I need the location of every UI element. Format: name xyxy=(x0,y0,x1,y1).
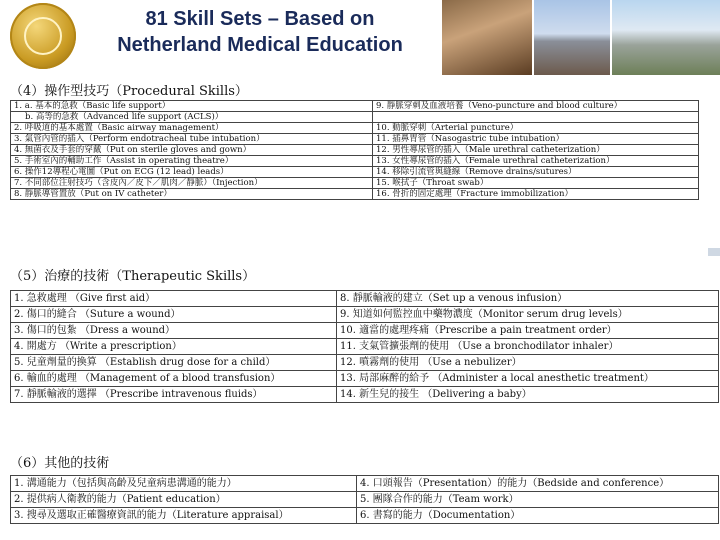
skill-cell-right: 4. 口頭報告（Presentation）的能力（Bedside and conference） xyxy=(357,476,719,492)
section-6-heading: （6）其他的技術 xyxy=(10,456,110,471)
skill-cell-left: 3. 搜尋及選取正確醫療資訊的能力（Literature appraisal） xyxy=(11,508,357,524)
table-row xyxy=(11,307,719,323)
slide-header xyxy=(0,0,720,75)
skill-cell-left: 6. 輸血的處理 （Management of a blood transfusion） xyxy=(11,371,337,387)
table-row xyxy=(11,492,719,508)
skill-cell-left: 4. 無菌衣及手套的穿戴（Put on sterile gloves and gown） xyxy=(11,145,373,156)
skill-cell-right: 15. 喉拭子（Throat swab） xyxy=(373,178,699,189)
table-row xyxy=(11,189,699,200)
skill-cell-right: 6. 書寫的能力（Documentation） xyxy=(357,508,719,524)
table-row xyxy=(11,178,699,189)
accreditation-seal-image xyxy=(10,3,76,69)
skill-cell-left: 1. a. 基本的急救（Basic life support） xyxy=(11,101,373,112)
skill-cell-right: 13. 女性導尿管的插入（Female urethral catheterization） xyxy=(373,156,699,167)
slide-title xyxy=(80,6,440,58)
skill-cell-right: 14. 新生兒的接生 （Delivering a baby） xyxy=(337,387,719,403)
skill-cell-left: 3. 傷口的包紮 （Dress a wound） xyxy=(11,323,337,339)
skill-cell-left: b. 高等的急救（Advanced life support (ACLS)） xyxy=(11,112,373,123)
table-row xyxy=(11,355,719,371)
table-row xyxy=(11,134,699,145)
skill-cell-right: 9. 知道如何監控血中藥物濃度（Monitor serum drug levels） xyxy=(337,307,719,323)
section-4-heading: （4）操作型技巧（Procedural Skills） xyxy=(10,84,248,99)
skill-cell-left: 1. 急救處理 （Give first aid） xyxy=(11,291,337,307)
table-row xyxy=(11,291,719,307)
skill-cell-right: 16. 骨折的固定處理（Fracture immobilization） xyxy=(373,189,699,200)
title-line-1: 81 Skill Sets – Based on xyxy=(145,8,375,30)
skill-cell-right: 8. 靜脈輸液的建立（Set up a venous infusion） xyxy=(337,291,719,307)
table-row xyxy=(11,323,719,339)
decorative-bar xyxy=(708,248,720,256)
skill-cell-left: 2. 呼吸道的基本處置（Basic airway management） xyxy=(11,123,373,134)
skill-cell-right: 10. 適當的處理疼痛（Prescribe a pain treatment order） xyxy=(337,323,719,339)
therapeutic-skills-table xyxy=(10,290,719,403)
skill-cell-right: 9. 靜脈穿刺及血液培養（Veno-puncture and blood culture） xyxy=(373,101,699,112)
skill-cell-right: 11. 插鼻胃管（Nasogastric tube intubation） xyxy=(373,134,699,145)
skill-cell-right: 5. 團隊合作的能力（Team work） xyxy=(357,492,719,508)
skill-cell-left: 5. 兒童劑量的換算 （Establish drug dose for a child） xyxy=(11,355,337,371)
procedural-skills-table xyxy=(10,100,699,200)
skill-cell-left: 6. 操作12導程心電圖（Put on ECG (12 lead) leads） xyxy=(11,167,373,178)
table-row xyxy=(11,156,699,167)
skill-cell-right: 12. 噴霧劑的使用 （Use a nebulizer） xyxy=(337,355,719,371)
skill-cell-right xyxy=(373,112,699,123)
skill-cell-right: 11. 支氣管擴張劑的使用 （Use a bronchodilator inhaler） xyxy=(337,339,719,355)
skill-cell-left: 8. 靜脈導管置放（Put on IV catheter） xyxy=(11,189,373,200)
skill-cell-left: 7. 靜脈輸液的選擇 （Prescribe intravenous fluids） xyxy=(11,387,337,403)
table-row xyxy=(11,371,719,387)
skill-cell-right: 12. 男性導尿管的插入（Male urethral catheterization） xyxy=(373,145,699,156)
hospital-campus-photo xyxy=(610,0,720,75)
table-row xyxy=(11,112,699,123)
table-row xyxy=(11,339,719,355)
table-row xyxy=(11,145,699,156)
skill-cell-left: 2. 提供病人衛教的能力（Patient education） xyxy=(11,492,357,508)
table-row xyxy=(11,123,699,134)
skill-cell-right: 10. 動脈穿刺（Arterial puncture） xyxy=(373,123,699,134)
section-5-heading: （5）治療的技術（Therapeutic Skills） xyxy=(10,269,256,284)
skill-cell-left: 7. 不同部位注射技巧（含皮內／皮下／肌肉／靜脈）（Injection） xyxy=(11,178,373,189)
hospital-interior-photo xyxy=(440,0,532,75)
other-skills-table xyxy=(10,475,719,524)
skill-cell-left: 1. 溝通能力（包括與高齡及兒童病患溝通的能力） xyxy=(11,476,357,492)
hospital-building-photo xyxy=(532,0,610,75)
table-row xyxy=(11,167,699,178)
table-row xyxy=(11,387,719,403)
table-row xyxy=(11,476,719,492)
skill-cell-left: 2. 傷口的縫合 （Suture a wound） xyxy=(11,307,337,323)
title-line-2: Netherland Medical Education xyxy=(117,34,403,56)
skill-cell-right: 14. 移除引流管與縫線（Remove drains/sutures） xyxy=(373,167,699,178)
skill-cell-left: 3. 氣管內管的插入（Perform endotracheal tube intubation） xyxy=(11,134,373,145)
skill-cell-left: 5. 手術室內的輔助工作（Assist in operating theatre） xyxy=(11,156,373,167)
skill-cell-right: 13. 局部麻醉的給予 （Administer a local anesthetic treatment） xyxy=(337,371,719,387)
skill-cell-left: 4. 開處方 （Write a prescription） xyxy=(11,339,337,355)
table-row xyxy=(11,508,719,524)
table-row xyxy=(11,101,699,112)
